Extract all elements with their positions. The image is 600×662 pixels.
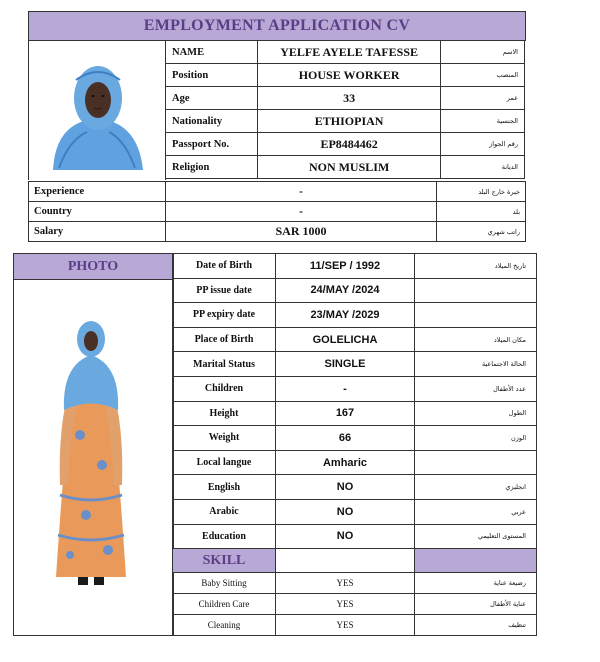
nationality-arabic-label: الجنسية — [441, 110, 525, 133]
weight-value: 66 — [276, 426, 415, 451]
baby-sitting-label: Baby Sitting — [173, 573, 276, 594]
religion-arabic-label: الديانة — [441, 156, 525, 179]
position-arabic-label: المنصب — [441, 64, 525, 87]
country-value: - — [166, 202, 437, 222]
baby-sitting-arabic-label: رضيعة عناية — [415, 573, 537, 594]
cleaning-label: Cleaning — [173, 615, 276, 636]
table-row — [173, 327, 537, 352]
pp-issue-arabic-label — [415, 278, 537, 303]
skill-heading: SKILL — [173, 549, 276, 573]
table-row — [166, 110, 525, 133]
table-row — [29, 222, 526, 242]
portrait-photo — [29, 40, 165, 180]
table-row — [166, 41, 525, 64]
weight-label: Weight — [173, 426, 276, 451]
table-row — [29, 182, 526, 202]
marital-status-label: Marital Status — [173, 352, 276, 377]
experience-value: - — [166, 182, 437, 202]
position-value: HOUSE WORKER — [258, 64, 441, 87]
salary-value: SAR 1000 — [166, 222, 437, 242]
table-row — [173, 303, 537, 328]
height-label: Height — [173, 401, 276, 426]
cleaning-value: YES — [276, 615, 415, 636]
local-language-label: Local langue — [173, 450, 276, 475]
education-label: Education — [173, 524, 276, 549]
height-arabic-label: الطول — [415, 401, 537, 426]
table-row — [166, 133, 525, 156]
table-row — [173, 499, 537, 524]
dob-value: 11/SEP / 1992 — [276, 254, 415, 279]
table-row — [173, 401, 537, 426]
country-arabic-label: بلد — [437, 202, 526, 222]
marital-status-arabic-label: الحالة الاجتماعية — [415, 352, 537, 377]
place-of-birth-value: GOLELICHA — [276, 327, 415, 352]
children-care-label: Children Care — [173, 594, 276, 615]
height-value: 167 — [276, 401, 415, 426]
page-title: EMPLOYMENT APPLICATION CV — [28, 11, 526, 41]
table-row — [166, 64, 525, 87]
table-row — [173, 450, 537, 475]
age-label: Age — [166, 87, 258, 110]
children-arabic-label: عدد الأطفال — [415, 376, 537, 401]
table-row — [173, 573, 537, 594]
place-of-birth-label: Place of Birth — [173, 327, 276, 352]
position-label: Position — [166, 64, 258, 87]
photo-heading: PHOTO — [13, 253, 173, 280]
children-value: - — [276, 376, 415, 401]
nationality-value: ETHIOPIAN — [258, 110, 441, 133]
education-value: NO — [276, 524, 415, 549]
top-section — [28, 11, 526, 242]
skill-header-blank — [276, 549, 415, 573]
english-arabic-label: انجليزي — [415, 475, 537, 500]
english-value: NO — [276, 475, 415, 500]
pp-expiry-arabic-label — [415, 303, 537, 328]
pp-expiry-label: PP expiry date — [173, 303, 276, 328]
arabic-language-value: NO — [276, 499, 415, 524]
summary-table — [28, 181, 526, 242]
salary-label: Salary — [29, 222, 166, 242]
pp-expiry-value: 23/MAY /2029 — [276, 303, 415, 328]
english-label: English — [173, 475, 276, 500]
arabic-language-arabic-label: عربي — [415, 499, 537, 524]
name-value: YELFE AYELE TAFESSE — [258, 41, 441, 64]
weight-arabic-label: الوزن — [415, 426, 537, 451]
dob-label: Date of Birth — [173, 254, 276, 279]
pp-issue-value: 24/MAY /2024 — [276, 278, 415, 303]
experience-arabic-label: خبرة خارج البلد — [437, 182, 526, 202]
children-care-value: YES — [276, 594, 415, 615]
local-language-arabic-label — [415, 450, 537, 475]
nationality-label: Nationality — [166, 110, 258, 133]
portrait-photo-frame — [28, 40, 166, 180]
age-value: 33 — [258, 87, 441, 110]
name-label: NAME — [166, 41, 258, 64]
table-row — [173, 352, 537, 377]
marital-status-value: SINGLE — [276, 352, 415, 377]
children-care-arabic-label: عناية الأطفال — [415, 594, 537, 615]
experience-label: Experience — [29, 182, 166, 202]
details-table — [172, 253, 537, 636]
table-row — [173, 594, 537, 615]
table-row — [173, 475, 537, 500]
name-arabic-label: الاسم — [441, 41, 525, 64]
arabic-language-label: Arabic — [173, 499, 276, 524]
table-row — [166, 87, 525, 110]
table-row — [173, 524, 537, 549]
passport-value: EP8484462 — [258, 133, 441, 156]
table-row — [173, 426, 537, 451]
pp-issue-label: PP issue date — [173, 278, 276, 303]
skill-header-blank-arabic — [415, 549, 537, 573]
baby-sitting-value: YES — [276, 573, 415, 594]
place-of-birth-arabic-label: مكان الميلاد — [415, 327, 537, 352]
table-row — [173, 254, 537, 279]
country-label: Country — [29, 202, 166, 222]
religion-value: NON MUSLIM — [258, 156, 441, 179]
passport-label: Passport No. — [166, 133, 258, 156]
table-row — [166, 156, 525, 179]
children-label: Children — [173, 376, 276, 401]
skill-header-row — [173, 549, 537, 573]
passport-arabic-label: رقم الجواز — [441, 133, 525, 156]
table-row — [29, 202, 526, 222]
age-arabic-label: عمر — [441, 87, 525, 110]
salary-arabic-label: راتب شهري — [437, 222, 526, 242]
personal-info-table — [165, 40, 525, 179]
table-row — [173, 615, 537, 636]
religion-label: Religion — [166, 156, 258, 179]
table-row — [173, 278, 537, 303]
dob-arabic-label: تاريخ الميلاد — [415, 254, 537, 279]
education-arabic-label: المستوى التعليمي — [415, 524, 537, 549]
table-row — [173, 376, 537, 401]
local-language-value: Amharic — [276, 450, 415, 475]
cleaning-arabic-label: تنظيف — [415, 615, 537, 636]
full-body-photo — [50, 315, 132, 595]
